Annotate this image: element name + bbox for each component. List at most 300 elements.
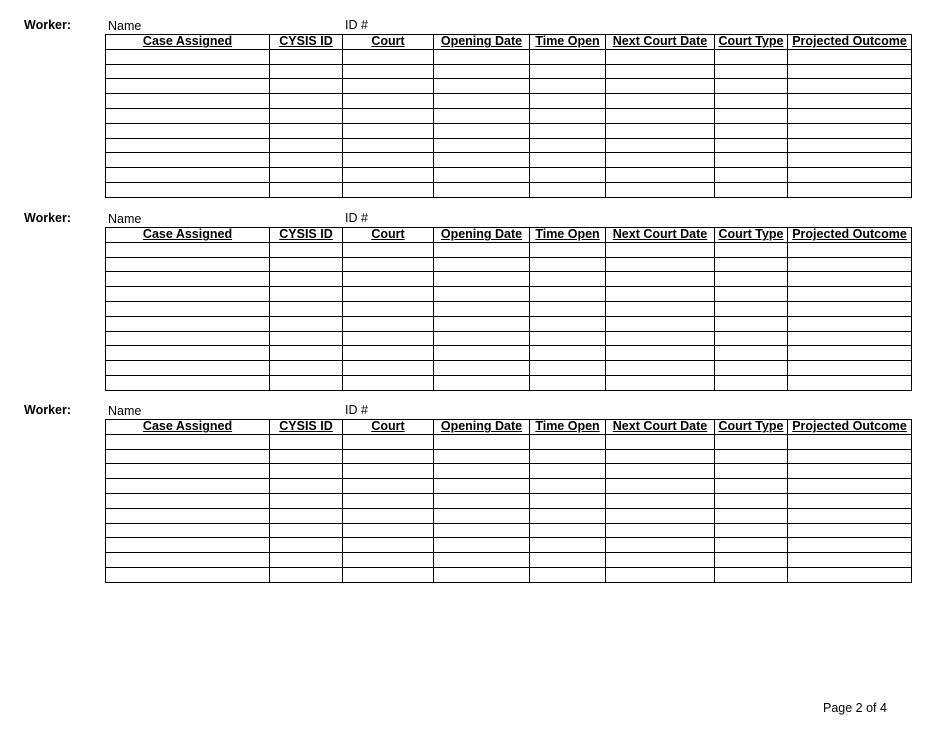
- table-row: [106, 538, 912, 553]
- table-cell[interactable]: [270, 153, 343, 168]
- table-row: [106, 331, 912, 346]
- table-row: [106, 464, 912, 479]
- table-cell[interactable]: [606, 94, 715, 109]
- table-cell[interactable]: [788, 346, 912, 361]
- table-cell[interactable]: [788, 153, 912, 168]
- table-cell[interactable]: [106, 508, 270, 523]
- case-table: [105, 419, 912, 583]
- table-cell[interactable]: [270, 331, 343, 346]
- table-cell[interactable]: [788, 108, 912, 123]
- table-cell[interactable]: [788, 508, 912, 523]
- table-header-row: [106, 35, 912, 50]
- table-cell[interactable]: [530, 138, 606, 153]
- table-cell[interactable]: [270, 553, 343, 568]
- table-cell[interactable]: [106, 346, 270, 361]
- table-cell[interactable]: [530, 79, 606, 94]
- table-cell[interactable]: [606, 242, 715, 257]
- table-cell[interactable]: [530, 94, 606, 109]
- table-cell[interactable]: [788, 301, 912, 316]
- table-cell[interactable]: [343, 449, 434, 464]
- table-cell[interactable]: [530, 493, 606, 508]
- table-row: [106, 64, 912, 79]
- table-cell[interactable]: [715, 49, 788, 64]
- table-cell[interactable]: [788, 242, 912, 257]
- table-cell[interactable]: [788, 523, 912, 538]
- table-cell[interactable]: [606, 64, 715, 79]
- case-table: [105, 34, 912, 198]
- table-cell[interactable]: [530, 316, 606, 331]
- table-row: [106, 316, 912, 331]
- table-cell[interactable]: [434, 346, 530, 361]
- table-row: [106, 508, 912, 523]
- table-cell[interactable]: [715, 523, 788, 538]
- table-cell[interactable]: [530, 479, 606, 494]
- table-row: [106, 434, 912, 449]
- table-cell[interactable]: [606, 479, 715, 494]
- table-cell[interactable]: [788, 434, 912, 449]
- table-cell[interactable]: [788, 331, 912, 346]
- table-cell[interactable]: [530, 123, 606, 138]
- table-cell[interactable]: [788, 79, 912, 94]
- table-cell[interactable]: [606, 108, 715, 123]
- table-row: [106, 94, 912, 109]
- table-cell[interactable]: [106, 64, 270, 79]
- table-cell[interactable]: [434, 375, 530, 390]
- table-cell[interactable]: [106, 523, 270, 538]
- table-cell[interactable]: [343, 287, 434, 302]
- table-cell[interactable]: [788, 375, 912, 390]
- table-cell[interactable]: [106, 375, 270, 390]
- table-cell[interactable]: [715, 301, 788, 316]
- table-cell[interactable]: [270, 479, 343, 494]
- table-cell[interactable]: [106, 79, 270, 94]
- table-cell[interactable]: [530, 449, 606, 464]
- table-cell[interactable]: [434, 108, 530, 123]
- table-cell[interactable]: [343, 523, 434, 538]
- table-cell[interactable]: [106, 553, 270, 568]
- table-cell[interactable]: [343, 79, 434, 94]
- table-cell[interactable]: [788, 479, 912, 494]
- table-cell[interactable]: [530, 464, 606, 479]
- table-cell[interactable]: [343, 553, 434, 568]
- table-cell[interactable]: [530, 287, 606, 302]
- column-header: Time Open: [530, 228, 606, 243]
- table-cell[interactable]: [530, 168, 606, 183]
- table-cell[interactable]: [434, 493, 530, 508]
- table-cell[interactable]: [530, 257, 606, 272]
- id-label: ID #: [345, 403, 368, 417]
- worker-label: Worker:: [24, 211, 72, 225]
- table-row: [106, 257, 912, 272]
- table-cell[interactable]: [434, 523, 530, 538]
- table-cell[interactable]: [343, 123, 434, 138]
- table-row: [106, 346, 912, 361]
- name-label: Name: [108, 212, 142, 226]
- table-cell[interactable]: [270, 538, 343, 553]
- table-row: [106, 493, 912, 508]
- column-header: Court Type: [715, 35, 788, 50]
- table-cell[interactable]: [606, 538, 715, 553]
- table-cell[interactable]: [434, 567, 530, 582]
- table-header-row: [106, 420, 912, 435]
- table-cell[interactable]: [788, 567, 912, 582]
- table-cell[interactable]: [606, 346, 715, 361]
- table-cell[interactable]: [434, 508, 530, 523]
- table-cell[interactable]: [715, 168, 788, 183]
- table-cell[interactable]: [788, 64, 912, 79]
- table-cell[interactable]: [106, 257, 270, 272]
- column-header: Next Court Date: [606, 35, 715, 50]
- table-cell[interactable]: [270, 508, 343, 523]
- table-cell[interactable]: [106, 287, 270, 302]
- table-cell[interactable]: [270, 346, 343, 361]
- table-cell[interactable]: [434, 464, 530, 479]
- table-cell[interactable]: [434, 168, 530, 183]
- table-row: [106, 123, 912, 138]
- table-cell[interactable]: [530, 108, 606, 123]
- table-cell[interactable]: [270, 301, 343, 316]
- table-cell[interactable]: [434, 316, 530, 331]
- table-cell[interactable]: [530, 49, 606, 64]
- table-cell[interactable]: [106, 538, 270, 553]
- table-cell[interactable]: [434, 287, 530, 302]
- table-cell[interactable]: [788, 272, 912, 287]
- table-cell[interactable]: [434, 257, 530, 272]
- column-header: Next Court Date: [606, 228, 715, 243]
- table-cell[interactable]: [715, 508, 788, 523]
- table-cell[interactable]: [715, 434, 788, 449]
- table-cell[interactable]: [434, 479, 530, 494]
- table-cell[interactable]: [106, 434, 270, 449]
- table-cell[interactable]: [530, 331, 606, 346]
- table-cell[interactable]: [343, 138, 434, 153]
- table-cell[interactable]: [715, 538, 788, 553]
- table-cell[interactable]: [343, 538, 434, 553]
- table-cell[interactable]: [715, 464, 788, 479]
- table-cell[interactable]: [606, 523, 715, 538]
- table-cell[interactable]: [606, 153, 715, 168]
- table-cell[interactable]: [530, 434, 606, 449]
- table-cell[interactable]: [270, 567, 343, 582]
- table-row: [106, 361, 912, 376]
- table-cell[interactable]: [343, 434, 434, 449]
- table-cell[interactable]: [343, 346, 434, 361]
- table-cell[interactable]: [343, 316, 434, 331]
- table-cell[interactable]: [106, 242, 270, 257]
- table-cell[interactable]: [530, 553, 606, 568]
- column-header: Case Assigned: [106, 228, 270, 243]
- column-header: Court: [343, 420, 434, 435]
- table-cell[interactable]: [270, 434, 343, 449]
- table-cell[interactable]: [606, 553, 715, 568]
- table-cell[interactable]: [106, 153, 270, 168]
- table-cell[interactable]: [530, 361, 606, 376]
- worker-label: Worker:: [24, 403, 72, 417]
- table-cell[interactable]: [606, 464, 715, 479]
- table-cell[interactable]: [788, 316, 912, 331]
- table-cell[interactable]: [434, 434, 530, 449]
- table-cell[interactable]: [606, 301, 715, 316]
- table-cell[interactable]: [606, 123, 715, 138]
- table-header-row: [106, 228, 912, 243]
- table-cell[interactable]: [343, 301, 434, 316]
- table-cell[interactable]: [270, 375, 343, 390]
- table-cell[interactable]: [606, 449, 715, 464]
- table-cell[interactable]: [788, 449, 912, 464]
- id-label: ID #: [345, 18, 368, 32]
- column-header: Opening Date: [434, 228, 530, 243]
- table-cell[interactable]: [715, 123, 788, 138]
- table-cell[interactable]: [715, 272, 788, 287]
- table-cell[interactable]: [270, 449, 343, 464]
- table-row: [106, 108, 912, 123]
- table-cell[interactable]: [788, 553, 912, 568]
- table-cell[interactable]: [270, 361, 343, 376]
- table-cell[interactable]: [606, 493, 715, 508]
- table-cell[interactable]: [270, 287, 343, 302]
- table-cell[interactable]: [270, 464, 343, 479]
- column-header: Court: [343, 228, 434, 243]
- table-row: [106, 301, 912, 316]
- table-row: [106, 553, 912, 568]
- table-row: [106, 49, 912, 64]
- table-cell[interactable]: [270, 272, 343, 287]
- table-cell[interactable]: [343, 182, 434, 197]
- table-cell[interactable]: [106, 464, 270, 479]
- table-cell[interactable]: [715, 182, 788, 197]
- table-cell[interactable]: [606, 434, 715, 449]
- table-cell[interactable]: [106, 272, 270, 287]
- table-cell[interactable]: [343, 242, 434, 257]
- column-header: Case Assigned: [106, 420, 270, 435]
- table-cell[interactable]: [788, 182, 912, 197]
- table-cell[interactable]: [715, 553, 788, 568]
- table-cell[interactable]: [606, 168, 715, 183]
- table-cell[interactable]: [434, 242, 530, 257]
- table-cell[interactable]: [343, 49, 434, 64]
- table-cell[interactable]: [270, 49, 343, 64]
- column-header: CYSIS ID: [270, 228, 343, 243]
- table-cell[interactable]: [788, 123, 912, 138]
- table-cell[interactable]: [106, 108, 270, 123]
- table-cell[interactable]: [270, 242, 343, 257]
- table-cell[interactable]: [343, 153, 434, 168]
- table-cell[interactable]: [788, 94, 912, 109]
- table-cell[interactable]: [106, 316, 270, 331]
- table-cell[interactable]: [530, 538, 606, 553]
- table-cell[interactable]: [715, 316, 788, 331]
- column-header: Time Open: [530, 420, 606, 435]
- table-cell[interactable]: [270, 79, 343, 94]
- table-cell[interactable]: [606, 257, 715, 272]
- table-cell[interactable]: [530, 508, 606, 523]
- table-cell[interactable]: [106, 123, 270, 138]
- table-cell[interactable]: [530, 64, 606, 79]
- table-cell[interactable]: [270, 138, 343, 153]
- table-cell[interactable]: [434, 331, 530, 346]
- table-cell[interactable]: [530, 272, 606, 287]
- table-cell[interactable]: [715, 375, 788, 390]
- table-cell[interactable]: [606, 375, 715, 390]
- table-cell[interactable]: [606, 567, 715, 582]
- table-cell[interactable]: [270, 523, 343, 538]
- table-cell[interactable]: [343, 272, 434, 287]
- table-row: [106, 272, 912, 287]
- table-cell[interactable]: [434, 153, 530, 168]
- table-row: [106, 449, 912, 464]
- table-cell[interactable]: [270, 182, 343, 197]
- table-cell[interactable]: [434, 553, 530, 568]
- table-cell[interactable]: [530, 242, 606, 257]
- table-cell[interactable]: [715, 79, 788, 94]
- column-header: Projected Outcome: [788, 35, 912, 50]
- table-cell[interactable]: [530, 523, 606, 538]
- table-cell[interactable]: [434, 138, 530, 153]
- case-table: [105, 227, 912, 391]
- column-header: Projected Outcome: [788, 228, 912, 243]
- column-header: Time Open: [530, 35, 606, 50]
- table-cell[interactable]: [270, 108, 343, 123]
- table-cell[interactable]: [530, 153, 606, 168]
- table-cell[interactable]: [530, 375, 606, 390]
- table-cell[interactable]: [343, 361, 434, 376]
- table-cell[interactable]: [434, 449, 530, 464]
- table-cell[interactable]: [434, 182, 530, 197]
- table-cell[interactable]: [434, 94, 530, 109]
- table-cell[interactable]: [343, 567, 434, 582]
- table-cell[interactable]: [530, 567, 606, 582]
- name-label: Name: [108, 19, 142, 33]
- column-header: Projected Outcome: [788, 420, 912, 435]
- page-number: Page 2 of 4: [823, 701, 887, 715]
- table-cell[interactable]: [270, 257, 343, 272]
- table-cell[interactable]: [715, 449, 788, 464]
- table-cell[interactable]: [715, 138, 788, 153]
- table-cell[interactable]: [434, 538, 530, 553]
- table-cell[interactable]: [434, 272, 530, 287]
- table-cell[interactable]: [343, 479, 434, 494]
- table-cell[interactable]: [106, 493, 270, 508]
- table-cell[interactable]: [434, 49, 530, 64]
- table-cell[interactable]: [343, 64, 434, 79]
- table-cell[interactable]: [106, 331, 270, 346]
- table-cell[interactable]: [270, 316, 343, 331]
- table-cell[interactable]: [343, 493, 434, 508]
- table-cell[interactable]: [434, 301, 530, 316]
- table-cell[interactable]: [434, 64, 530, 79]
- table-cell[interactable]: [715, 94, 788, 109]
- table-cell[interactable]: [106, 301, 270, 316]
- table-row: [106, 138, 912, 153]
- column-header: Case Assigned: [106, 35, 270, 50]
- table-cell[interactable]: [606, 272, 715, 287]
- table-cell[interactable]: [606, 287, 715, 302]
- table-cell[interactable]: [343, 94, 434, 109]
- table-cell[interactable]: [106, 182, 270, 197]
- table-cell[interactable]: [715, 242, 788, 257]
- column-header: CYSIS ID: [270, 420, 343, 435]
- table-cell[interactable]: [606, 331, 715, 346]
- table-cell[interactable]: [270, 123, 343, 138]
- table-row: [106, 287, 912, 302]
- table-cell[interactable]: [715, 108, 788, 123]
- table-cell[interactable]: [715, 64, 788, 79]
- table-cell[interactable]: [715, 479, 788, 494]
- table-cell[interactable]: [606, 316, 715, 331]
- worker-label: Worker:: [24, 18, 72, 32]
- table-cell[interactable]: [788, 538, 912, 553]
- table-cell[interactable]: [106, 94, 270, 109]
- table-cell[interactable]: [715, 287, 788, 302]
- table-cell[interactable]: [106, 567, 270, 582]
- table-cell[interactable]: [343, 168, 434, 183]
- table-cell[interactable]: [788, 287, 912, 302]
- table-cell[interactable]: [530, 346, 606, 361]
- column-header: CYSIS ID: [270, 35, 343, 50]
- table-cell[interactable]: [715, 567, 788, 582]
- table-cell[interactable]: [606, 138, 715, 153]
- table-cell[interactable]: [715, 331, 788, 346]
- table-cell[interactable]: [434, 361, 530, 376]
- table-cell[interactable]: [606, 79, 715, 94]
- table-cell[interactable]: [788, 493, 912, 508]
- table-row: [106, 242, 912, 257]
- table-row: [106, 153, 912, 168]
- table-cell[interactable]: [715, 153, 788, 168]
- table-cell[interactable]: [270, 493, 343, 508]
- table-cell[interactable]: [343, 257, 434, 272]
- table-cell[interactable]: [788, 464, 912, 479]
- table-cell[interactable]: [715, 346, 788, 361]
- table-cell[interactable]: [106, 479, 270, 494]
- table-cell[interactable]: [788, 168, 912, 183]
- table-cell[interactable]: [343, 375, 434, 390]
- table-cell[interactable]: [530, 301, 606, 316]
- table-cell[interactable]: [434, 123, 530, 138]
- table-cell[interactable]: [106, 49, 270, 64]
- table-cell[interactable]: [106, 361, 270, 376]
- table-cell[interactable]: [343, 464, 434, 479]
- table-cell[interactable]: [270, 168, 343, 183]
- table-cell[interactable]: [343, 331, 434, 346]
- table-cell[interactable]: [606, 49, 715, 64]
- table-cell[interactable]: [788, 257, 912, 272]
- table-cell[interactable]: [343, 108, 434, 123]
- table-cell[interactable]: [343, 508, 434, 523]
- table-cell[interactable]: [715, 361, 788, 376]
- table-cell[interactable]: [434, 79, 530, 94]
- table-cell[interactable]: [715, 493, 788, 508]
- table-cell[interactable]: [106, 138, 270, 153]
- table-cell[interactable]: [606, 182, 715, 197]
- table-cell[interactable]: [270, 64, 343, 79]
- table-cell[interactable]: [715, 257, 788, 272]
- table-cell[interactable]: [606, 361, 715, 376]
- table-cell[interactable]: [788, 138, 912, 153]
- table-cell[interactable]: [106, 449, 270, 464]
- table-row: [106, 523, 912, 538]
- table-cell[interactable]: [530, 182, 606, 197]
- table-row: [106, 567, 912, 582]
- table-row: [106, 375, 912, 390]
- table-cell[interactable]: [270, 94, 343, 109]
- id-label: ID #: [345, 211, 368, 225]
- table-cell[interactable]: [606, 508, 715, 523]
- table-cell[interactable]: [788, 361, 912, 376]
- table-cell[interactable]: [788, 49, 912, 64]
- table-cell[interactable]: [106, 168, 270, 183]
- name-label: Name: [108, 404, 142, 418]
